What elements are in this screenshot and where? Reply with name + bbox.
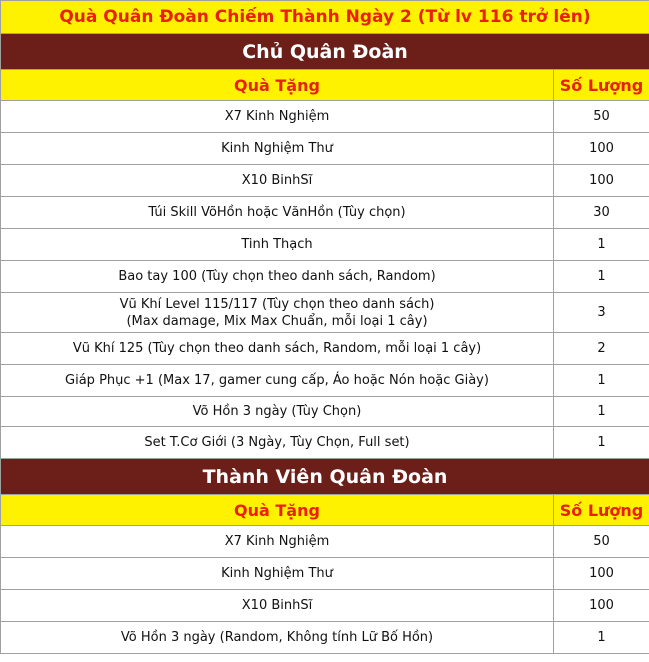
quantity-cell: 1 — [554, 229, 649, 261]
gift-line: Vũ Khí Level 115/117 (Tùy chọn theo danh sách) — [119, 296, 435, 312]
column-header-quantity: Số Lượng — [554, 495, 649, 526]
table-row — [1, 261, 649, 293]
gift-cell: Túi Skill VõHồn hoặc VănHồn (Tùy chọn) — [1, 197, 554, 229]
quantity-cell: 1 — [554, 365, 649, 397]
column-header-gift: Quà Tặng — [1, 70, 554, 101]
table-row — [1, 333, 649, 365]
table-row — [1, 229, 649, 261]
section-title-leader: Chủ Quân Đoàn — [1, 34, 649, 70]
table-row — [1, 558, 649, 590]
table-row — [1, 590, 649, 622]
table-row — [1, 101, 649, 133]
table-row — [1, 197, 649, 229]
gift-cell: Kinh Nghiệm Thư — [1, 133, 554, 165]
gift-cell: X10 BinhSĩ — [1, 590, 554, 622]
gift-cell — [1, 293, 554, 333]
gift-cell: X7 Kinh Nghiệm — [1, 526, 554, 558]
table-row — [1, 427, 649, 459]
quantity-cell: 2 — [554, 333, 649, 365]
column-header-gift: Quà Tặng — [1, 495, 554, 526]
quantity-cell: 30 — [554, 197, 649, 229]
quantity-cell: 1 — [554, 397, 649, 427]
quantity-cell: 1 — [554, 622, 649, 654]
gift-cell: Võ Hồn 3 ngày (Random, Không tính Lữ Bố Hồn) — [1, 622, 554, 654]
quantity-cell: 50 — [554, 101, 649, 133]
gift-cell: Set T.Cơ Giới (3 Ngày, Tùy Chọn, Full set) — [1, 427, 554, 459]
table-row — [1, 293, 649, 333]
quantity-cell: 100 — [554, 590, 649, 622]
table-row — [1, 526, 649, 558]
gift-line: (Max damage, Mix Max Chuẩn, mỗi loại 1 cây) — [126, 313, 428, 329]
gift-cell: Kinh Nghiệm Thư — [1, 558, 554, 590]
gift-cell: Giáp Phục +1 (Max 17, gamer cung cấp, Áo hoặc Nón hoặc Giày) — [1, 365, 554, 397]
table-row — [1, 622, 649, 654]
quantity-cell: 100 — [554, 133, 649, 165]
gift-cell: Bao tay 100 (Tùy chọn theo danh sách, Random) — [1, 261, 554, 293]
table-row — [1, 133, 649, 165]
table-row — [1, 165, 649, 197]
table-row — [1, 397, 649, 427]
quantity-cell: 3 — [554, 293, 649, 333]
quantity-cell: 1 — [554, 427, 649, 459]
gift-cell: X7 Kinh Nghiệm — [1, 101, 554, 133]
quantity-cell: 50 — [554, 526, 649, 558]
quantity-cell: 100 — [554, 558, 649, 590]
gift-cell: Võ Hồn 3 ngày (Tùy Chọn) — [1, 397, 554, 427]
page-title: Quà Quân Đoàn Chiếm Thành Ngày 2 (Từ lv 116 trở lên) — [1, 1, 649, 34]
quantity-cell: 1 — [554, 261, 649, 293]
gift-cell: X10 BinhSĩ — [1, 165, 554, 197]
gift-cell: Tinh Thạch — [1, 229, 554, 261]
section-title-member: Thành Viên Quân Đoàn — [1, 459, 649, 495]
column-header-quantity: Số Lượng — [554, 70, 649, 101]
quantity-cell: 100 — [554, 165, 649, 197]
gift-cell: Vũ Khí 125 (Tùy chọn theo danh sách, Random, mỗi loại 1 cây) — [1, 333, 554, 365]
table-row — [1, 365, 649, 397]
